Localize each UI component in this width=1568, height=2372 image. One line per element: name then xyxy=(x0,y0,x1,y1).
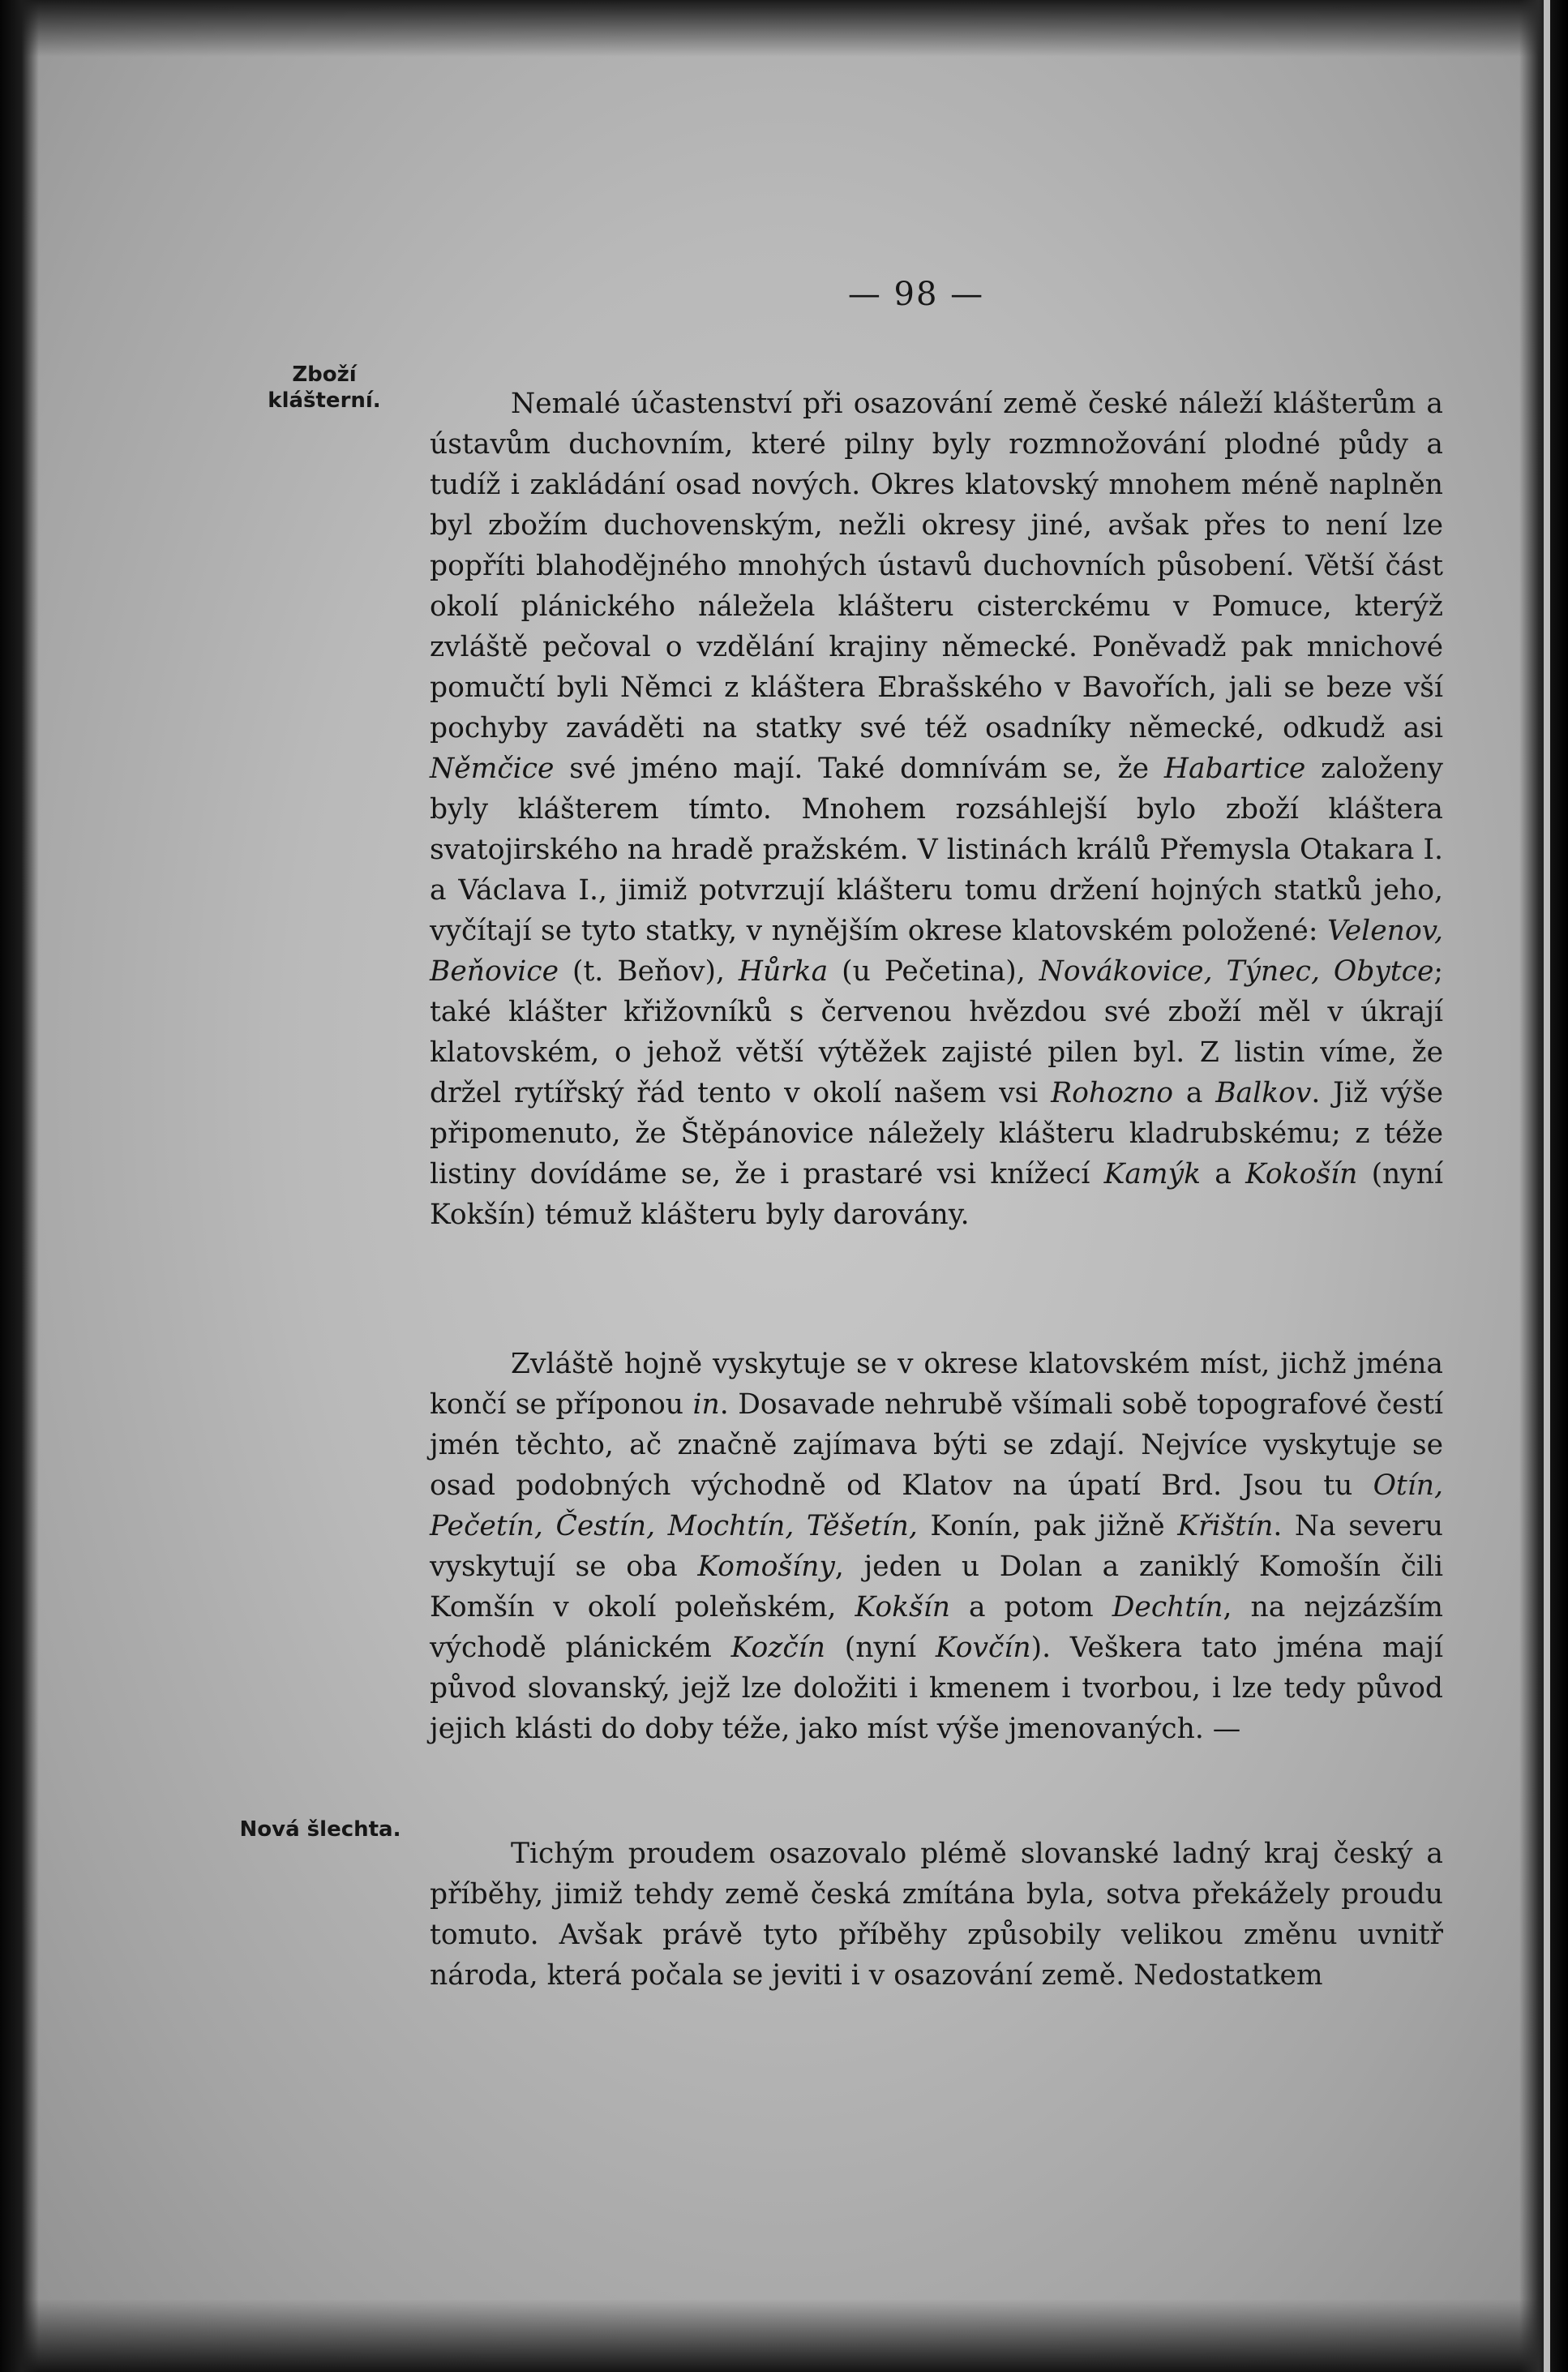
page-number: — 98 — xyxy=(847,276,985,313)
scan-border-top xyxy=(0,0,1568,57)
italic-place-name: Otín, Pečetín, Čestín, Mochtín, Těšetín, xyxy=(430,1469,1443,1542)
scan-border-left xyxy=(0,0,39,2372)
italic-place-name: Dechtín xyxy=(1112,1590,1223,1624)
italic-place-name: Habartice xyxy=(1163,752,1306,785)
scan-border-bottom xyxy=(0,2299,1568,2372)
italic-place-name: Kozčín xyxy=(730,1631,825,1664)
italic-place-name: in xyxy=(692,1388,720,1421)
paragraph-place-names-in: Zvláště hojně vyskytuje se v okrese klatovském míst, jichž jména končí se příponou in. Dosavade nehrubě všímali sobě topografové čestí jmén těchto, ač značně zajímava býti se zdají. Nejvíce vyskytuje se osad podobných východně od Klatov na úpatí Brd. Jsou tu Otín, Pečetín, Čestín, Mochtín, Těšetín, Konín, pak jižně Křištín. Na severu vyskytují se oba Komošíny, jeden u Dolan a zaniklý Komošín čili Komšín v okolí poleňském, Kokšín a potom Dechtín, na nejzázším východě plánickém Kozčín (nyní Kovčín). Veškera tato jména mají původ slovanský, jejž lze doložiti i kmenem i tvorbou, i lze tedy původ jejich klásti do doby téže, jako míst výše jmenovaných. — xyxy=(430,1347,1444,1745)
italic-place-name: Komošíny xyxy=(697,1550,835,1583)
italic-place-name: Křištín xyxy=(1177,1509,1274,1542)
italic-place-name: Kokšín xyxy=(855,1590,950,1624)
paragraph-monastery-estates: Nemalé účastenství při osazování země české náleží klášterům a ústavům duchovním, které pilny byly rozmnožování plodné půdy a tudíž i zakládání osad nových. Okres klatovský mnohem méně naplněn byl zbožím duchovenským, nežli okresy jiné, avšak přes to není lze popříti blahodějného mnohých ústavů duchovních působení. Větší část okolí plánického náležela klášteru cisterckému v Pomuce, kterýž zvláště pečoval o vzdělání krajiny německé. Poněvadž pak mnichové pomučtí byli Němci z kláštera Ebrašského v Bavořích, jali se beze vší pochyby zaváděti na statky své též osadníky německé, odkudž asi Němčice své jméno mají. Také domnívám se, že Habartice založeny byly klášterem tímto. Mnohem rozsáhlejší bylo zboží kláštera svatojirského na hradě pražském. V listinách králů Přemysla Otakara I. a Václava I., jimiž potvrzují klášteru tomu držení hojných statků jeho, vyčítají se tyto statky, v nynějším okrese klatovském položené: Velenov, Beňovice (t. Beňov), Hůrka (u Pečetina), Novákovice, Týnec, Obytce; také klášter křižovníků s červenou hvězdou své zboží měl v úkrají klatovském, o jehož větší výtěžek zajisté pilen byl. Z listin víme, že držel rytířský řád tento v okolí našem vsi Rohozno a Balkov. Již výše připomenuto, že Štěpánovice náležely klášteru kladrubskému; z téže listiny dovídáme se, že i prastaré vsi knížecí Kamýk a Kokošín (nyní Kokšín) témuž klášteru byly darovány. xyxy=(430,387,1443,1231)
scan-border-right-line xyxy=(1544,0,1550,2372)
italic-place-name: Rohozno xyxy=(1051,1076,1174,1109)
italic-place-name: Němčice xyxy=(430,752,555,785)
italic-place-name: Kokošín xyxy=(1245,1157,1358,1190)
margin-note-nova-slechta: Nová šlechta. xyxy=(239,1817,401,1842)
margin-note-zbozi-klasterni: Zboží klášterní. xyxy=(268,362,381,413)
italic-place-name: Kamýk xyxy=(1103,1157,1202,1190)
italic-place-name: Hůrka xyxy=(738,954,829,988)
italic-place-name: Novákovice, Týnec, Obytce xyxy=(1039,954,1434,988)
italic-place-name: Velenov, Beňovice xyxy=(430,914,1443,988)
italic-place-name: Kovčín xyxy=(935,1631,1031,1664)
paragraph-new-nobility: Tichým proudem osazovalo plémě slovanské ladný kraj český a příběhy, jimiž tehdy země česká zmítána byla, sotva překážely proudu tomuto. Avšak právě tyto příběhy způsobily velikou změnu uvnitř národa, která počala se jeviti i v osazování země. Nedostatkem xyxy=(430,1837,1443,1992)
italic-place-name: Balkov xyxy=(1215,1076,1312,1109)
